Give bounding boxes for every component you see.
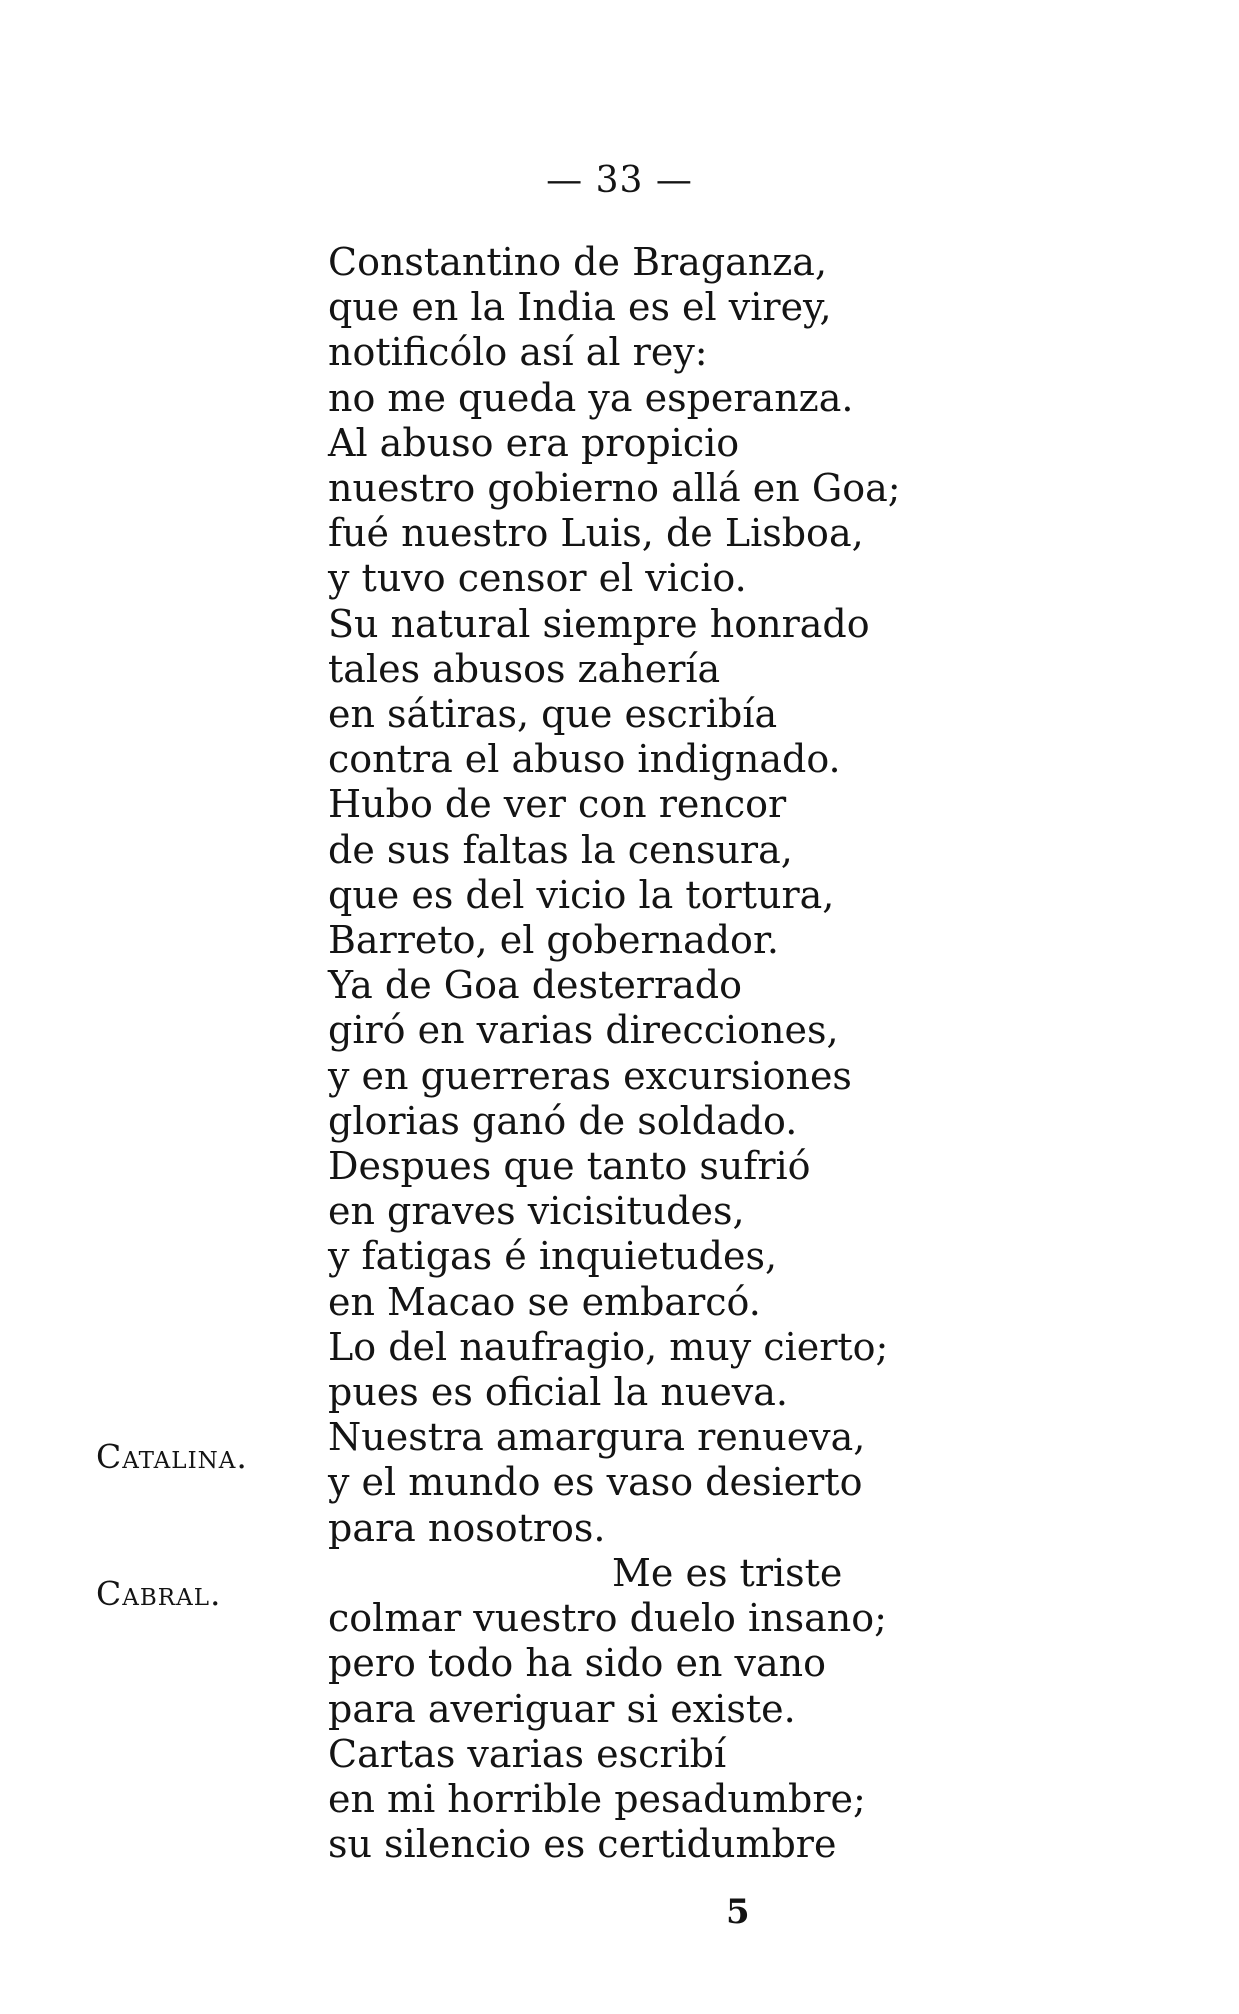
verse-line: notificólo así al rey: [328,330,708,375]
verse-line: que en la India es el virey, [328,285,832,330]
verse-line: de sus faltas la censura, [328,827,793,872]
speaker-cabral: Cabral. [96,1574,222,1613]
verse-line: su silencio es certidumbre [328,1822,837,1867]
verse-line: pero todo ha sido en vano [328,1641,827,1686]
verse-line: Despues que tanto sufrió [328,1144,811,1189]
verse-line: que es del vicio la tortura, [328,872,835,917]
verse-line: colmar vuestro duelo insano; [328,1596,887,1641]
verse-line: Lo del naufragio, muy cierto; [328,1324,889,1369]
verse-line: para averiguar si existe. [328,1686,796,1731]
verse-line: pues es oficial la nueva. [328,1370,789,1415]
verse-line: para nosotros. [328,1505,606,1550]
verse-line: Nuestra amargura renueva, [328,1415,866,1460]
verse-block [328,240,948,1867]
page-number: — 33 — [546,160,693,201]
verse-line: Constantino de Braganza, [328,240,828,284]
signature-mark: 5 [726,1892,750,1932]
verse-line: en sátiras, que escribía [328,692,778,737]
verse-line: contra el abuso indignado. [328,737,841,782]
verse-line: Ya de Goa desterrado [328,963,742,1008]
verse-line: y fatigas é inquietudes, [328,1234,778,1279]
verse-line: Al abuso era propicio [328,420,740,465]
verse-line: Me es triste [612,1550,843,1595]
verse-line: Hubo de ver con rencor [328,782,787,827]
verse-line: Barreto, el gobernador. [328,918,780,963]
verse-line: en graves vicisitudes, [328,1189,745,1234]
verse-line: fué nuestro Luis, de Lisboa, [328,511,864,556]
verse-line: y en guerreras excursiones [328,1053,852,1098]
verse-line: tales abusos zahería [328,646,721,691]
verse-line: Cartas varias escribí [328,1731,727,1776]
verse-line: y el mundo es vaso desierto [328,1460,863,1505]
verse-line: glorias ganó de soldado. [328,1098,798,1143]
verse-line: en Macao se embarcó. [328,1279,761,1324]
verse-line: nuestro gobierno allá en Goa; [328,466,901,511]
verse-line: no me queda ya esperanza. [328,375,854,420]
verse-line: Su natural siempre honrado [328,601,870,646]
verse-line: y tuvo censor el vicio. [328,556,747,601]
speaker-catalina: Catalina. [96,1437,248,1476]
verse-line: giró en varias direcciones, [328,1008,839,1053]
verse-line: en mi horrible pesadumbre; [328,1776,866,1821]
